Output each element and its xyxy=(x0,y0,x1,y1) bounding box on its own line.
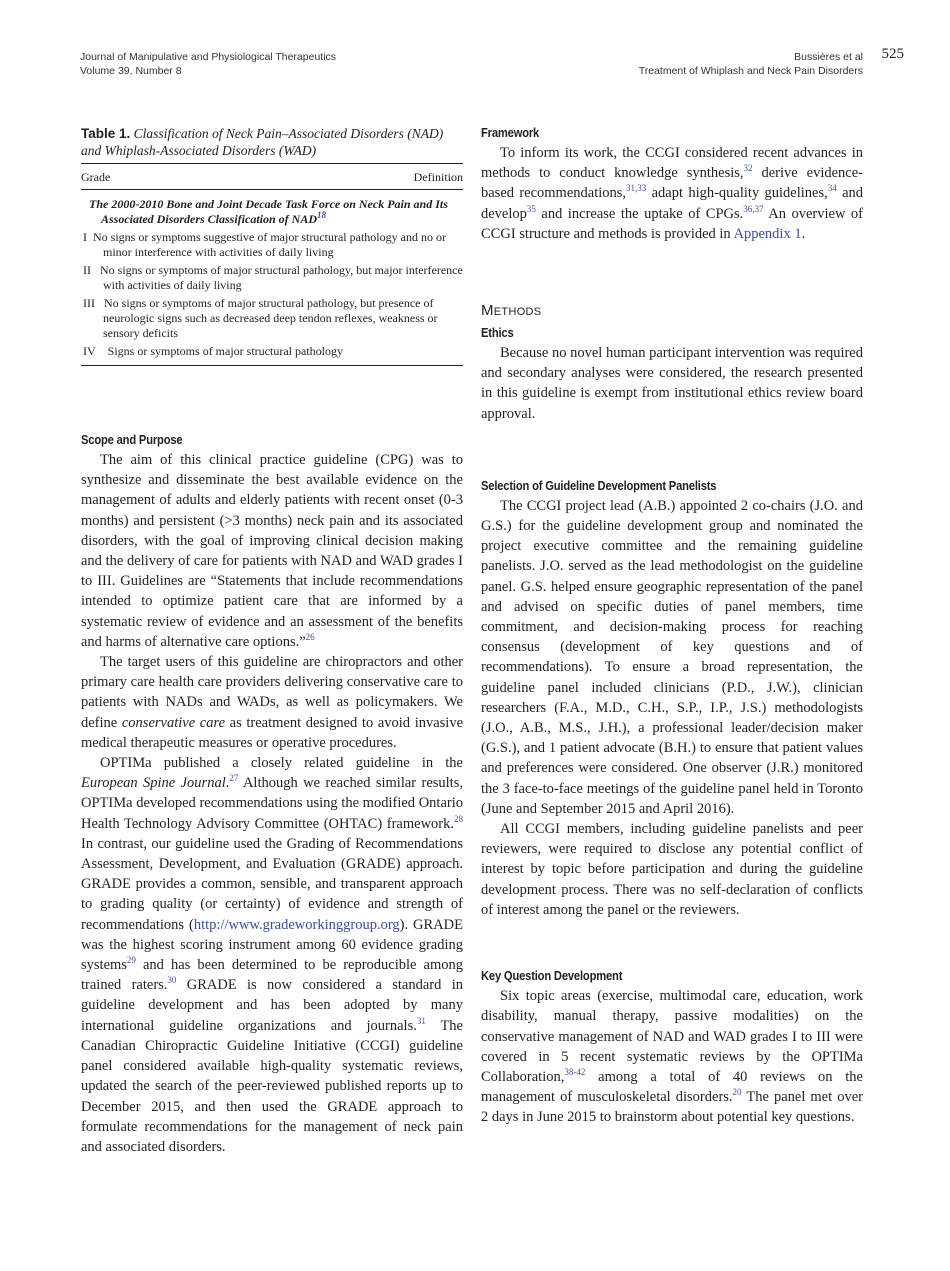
running-header-left xyxy=(80,50,336,78)
scope-paragraph-3: OPTIMa published a closely related guideline in the European Spine Journal.$^{27}$ Although we reached similar results, OPTIMa developed recommendations using the modified Ontario Health Technology Advisory Committee (OHTAC) framework.$^{28}$ In contrast, our guideline used the Grading of Recommendations Assessment, Development, and Evaluation (GRADE) approach. GRADE provides a common, sensible, and transparent approach to grading quality (or certainty) of evidence and strength of recommendations (http://www.gradeworkinggroup.org). GRADE was the highest scoring instrument among 60 evidence grading systems$^{29}$ and has been determined to be reproducible among trained raters.$^{30}$ GRADE is now considered a standard in guideline development and has been adopted by many international guideline organizations and journals.$^{31}$ The Canadian Chiropractic Guideline Initiative (CCGI) guideline panel considered available high-quality systematic reviews, updated the search of the peer-reviewed published reports up to December 2015, and then used the GRADE approach to formulate recommendations for the management of neck pain and associated disorders. xyxy=(81,755,463,1155)
citation-link[interactable]: 35 xyxy=(526,203,536,214)
journal-title: European Spine Journal xyxy=(81,775,226,792)
grade-definition: Signs or symptoms of major structural pathology xyxy=(107,344,343,358)
ethics-paragraph: Because no novel human participant intervention was required and secondary analyses were considered, the research presented in this guideline is exempt from institutional ethics review board approval. xyxy=(481,345,863,422)
grade-definition: No signs or symptoms of major structural pathology, but presence of neurologic signs such as decreased deep tendon reflexes, weakness or sensory deficits xyxy=(103,296,438,340)
appendix-link[interactable]: Appendix 1 xyxy=(733,225,802,242)
panelists-paragraph-1: The CCGI project lead (A.B.) appointed 2 co-chairs (J.O. and G.S.) for the guideline development group and nominated the project executive committee and the remaining guideline panelists. J.O. served as the lead methodologist on the guideline panel. G.S. helped ensure geographic representation of the panel and advised on specific duties of panel members, time commitment, and decision-making process for reaching consensus (development of key questions and of recommendations). To ensure a broad representation, the guideline panel included clinicians (P.D., J.W.), clinician researchers (F.A., M.D., C.H., S.P., I.P., J.S.) methodologists (J.O., A.B., M.S., J.H.), a professional leader/decision maker (G.S.), and 1 patient advocate (B.H.) to ensure that patient values and preferences were considered. One observer (J.R.) monitored the 3 face-to-face meetings of the guideline panel held in Toronto (June and September 2015 and April 2016). xyxy=(481,497,863,817)
table-label: Table 1. xyxy=(81,126,131,141)
col-header-definition: Definition xyxy=(223,164,463,190)
citation-link[interactable]: 32 xyxy=(743,163,753,174)
methods-heading: Methods xyxy=(481,302,542,320)
running-header-right xyxy=(639,50,863,78)
citation-link[interactable]: 28 xyxy=(454,813,463,824)
citation-link[interactable]: 31 xyxy=(416,1015,426,1026)
citation-link[interactable]: 36,37 xyxy=(743,203,764,214)
panelists-heading: Selection of Guideline Development Panelists xyxy=(481,477,717,493)
table-caption-text: Classification of Neck Pain–Associated Disorders (NAD) and Whiplash-Associated Disorders (WAD) xyxy=(81,126,444,158)
journal-volume: Volume 39, Number 8 xyxy=(80,65,182,77)
grade-definition: No signs or symptoms of major structural pathology, but major interference with activities of daily living xyxy=(100,263,463,292)
grade-numeral: IV xyxy=(83,344,96,358)
scope-paragraph-1: The aim of this clinical practice guideline (CPG) was to synthesize and disseminate the best available evidence on the management of adults and elderly patients with recent onset (0-3 months) and persistent (>3 months) neck pain and its associated disorders, with the goal of improving clinical decision making and the delivery of care for patients with NAD and WAD grades I to III. Guidelines are “Statements that include recommendations intended to optimize patient care that are informed by a systematic review of evidence and an assessment of the benefits and harms of alternative care options.”$^{26}$ xyxy=(81,452,463,650)
table-row xyxy=(81,343,463,366)
key-question-heading: Key Question Development xyxy=(481,968,623,984)
citation-link[interactable]: 18 xyxy=(317,210,327,220)
journal-name: Journal of Manipulative and Physiological Therapeutics xyxy=(80,51,337,63)
key-question-paragraph: Six topic areas (exercise, multimodal care, education, work disability, manual therapy, passive modalities) on the conservative management of NAD and WAD grades I to III were covered in 5 recent systematic reviews by the OPTIMa Collaboration,$^{38-42}$ among a total of 40 reviews on the management of musculoskeletal disorders.$^{20}$ The panel met over 2 days in June 2015 to brainstorm about potential key questions. xyxy=(481,988,863,1126)
framework-paragraph: To inform its work, the CCGI considered recent advances in methods to conduct knowledge synthesis,$^{32}$ derive evidence-based recommendations,$^{31,33}$ adapt high-quality guidelines,$^{34}$ and develop$^{35}$ and increase the uptake of CPGs.$^{36,37}$ An overview of CCGI structure and methods is provided in Appendix 1. xyxy=(481,145,864,242)
table-1 xyxy=(81,125,463,366)
citation-link[interactable]: 29 xyxy=(126,955,136,966)
col-header-grade: Grade xyxy=(81,164,223,190)
emphasis-term: conservative care xyxy=(121,714,226,731)
classification-table xyxy=(81,163,463,366)
table-caption xyxy=(81,125,463,159)
scope-paragraph-2: The target users of this guideline are chiropractors and other primary care health care providers delivering conservative care to patients with NADs and WADs, as well as policymakers. We define conservative care as treatment designed to avoid invasive medical therapeutic measures or operative procedures. xyxy=(81,654,464,751)
citation-link[interactable]: 27 xyxy=(229,773,239,784)
right-column xyxy=(481,125,863,1128)
grade-definition: No signs or symptoms suggestive of major structural pathology and no or minor interference with activities of daily living xyxy=(93,230,446,259)
panelists-paragraph-2: All CCGI members, including guideline panelists and peer reviewers, were required to disclose any potential conflict of interest by topic before participation and during the guideline development process. There was no self-declaration of conflicts of interest among the panel or the reviewers. xyxy=(481,821,863,918)
citation-link[interactable]: 30 xyxy=(167,975,177,986)
ethics-heading: Ethics xyxy=(481,325,514,341)
citation-link[interactable]: 20 xyxy=(732,1087,742,1098)
grade-numeral: III xyxy=(83,296,95,310)
framework-heading: Framework xyxy=(481,125,540,140)
short-title: Treatment of Whiplash and Neck Pain Disorders xyxy=(638,65,863,77)
citation-link[interactable]: 38-42 xyxy=(564,1067,586,1078)
grade-numeral: I xyxy=(83,230,87,244)
page-number: 525 xyxy=(881,46,904,62)
table-row xyxy=(81,262,463,295)
grade-numeral: II xyxy=(83,263,91,277)
citation-link[interactable]: 34 xyxy=(827,183,837,194)
left-column xyxy=(81,125,463,1157)
table-row xyxy=(81,295,463,343)
authors: Bussières et al xyxy=(794,51,863,63)
table-row xyxy=(81,229,463,262)
grade-website-link[interactable]: http://www.gradeworkinggroup.org xyxy=(193,916,400,933)
scope-heading: Scope and Purpose xyxy=(81,432,183,447)
citation-link[interactable]: 26 xyxy=(305,632,315,642)
citation-link[interactable]: 31,33 xyxy=(626,183,647,194)
table-group-title: The 2000-2010 Bone and Joint Decade Task Force on Neck Pain and Its Associated Disorders Classification of NAD$^{18}$ xyxy=(89,197,448,226)
